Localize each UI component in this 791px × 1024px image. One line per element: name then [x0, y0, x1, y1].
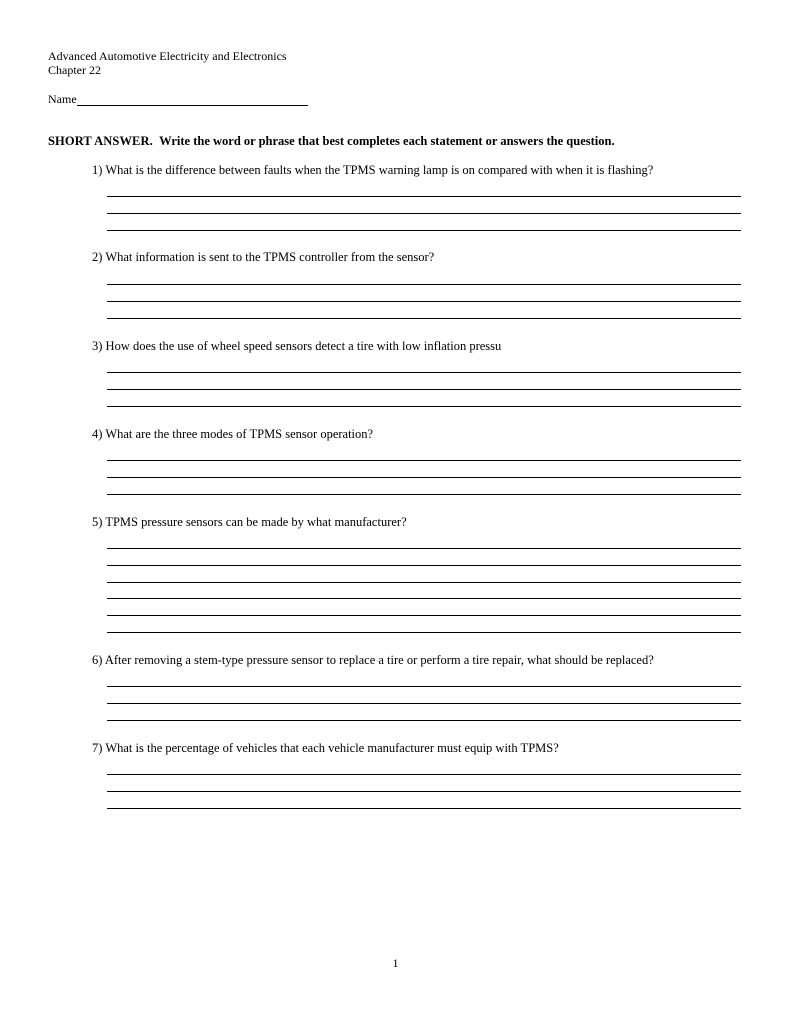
answer-line[interactable] — [107, 703, 741, 704]
course-title: Advanced Automotive Electricity and Electronics — [48, 49, 287, 63]
name-blank-line[interactable] — [77, 94, 308, 106]
answer-line[interactable] — [107, 565, 741, 566]
answer-line[interactable] — [107, 548, 741, 549]
answer-line[interactable] — [107, 301, 741, 302]
answer-line[interactable] — [107, 615, 741, 616]
answer-line[interactable] — [107, 808, 741, 809]
answer-line[interactable] — [107, 598, 741, 599]
answer-line[interactable] — [107, 213, 741, 214]
answer-line[interactable] — [107, 372, 741, 373]
instructions-heading: SHORT ANSWER. — [48, 134, 153, 148]
name-row — [48, 92, 308, 106]
question-1 — [92, 163, 653, 178]
page-number: 1 — [392, 956, 399, 970]
question-number: 4) — [92, 427, 103, 441]
question-text: What are the three modes of TPMS sensor operation? — [105, 427, 374, 441]
name-label: Name — [48, 92, 77, 106]
question-2 — [92, 250, 434, 265]
instructions-text: Write the word or phrase that best completes each statement or answers the question. — [159, 134, 615, 148]
question-text: How does the use of wheel speed sensors detect a tire with low inflation pressu — [105, 339, 502, 353]
question-text: What is the difference between faults when the TPMS warning lamp is on compared with when it is flashing? — [105, 163, 654, 177]
answer-line[interactable] — [107, 774, 741, 775]
question-number: 7) — [92, 741, 103, 755]
question-5 — [92, 515, 407, 530]
answer-line[interactable] — [107, 406, 741, 407]
question-number: 1) — [92, 163, 103, 177]
answer-line[interactable] — [107, 720, 741, 721]
answer-line[interactable] — [107, 460, 741, 461]
answer-line[interactable] — [107, 318, 741, 319]
question-text: What information is sent to the TPMS controller from the sensor? — [105, 250, 435, 264]
answer-line[interactable] — [107, 791, 741, 792]
question-7 — [92, 741, 559, 756]
instructions — [48, 134, 615, 149]
answer-line[interactable] — [107, 284, 741, 285]
question-number: 6) — [92, 653, 103, 667]
question-text: TPMS pressure sensors can be made by what manufacturer? — [105, 515, 407, 529]
answer-line[interactable] — [107, 477, 741, 478]
question-text: What is the percentage of vehicles that each vehicle manufacturer must equip with TPMS? — [105, 741, 559, 755]
answer-line[interactable] — [107, 389, 741, 390]
answer-line[interactable] — [107, 494, 741, 495]
question-6 — [92, 653, 654, 668]
answer-line[interactable] — [107, 582, 741, 583]
question-text: After removing a stem-type pressure sensor to replace a tire or perform a tire repair, what should be replaced? — [104, 653, 654, 667]
chapter-label: Chapter 22 — [48, 63, 101, 77]
answer-line[interactable] — [107, 686, 741, 687]
question-3 — [92, 339, 501, 354]
answer-line[interactable] — [107, 196, 741, 197]
answer-line[interactable] — [107, 230, 741, 231]
question-number: 5) — [92, 515, 103, 529]
question-number: 2) — [92, 250, 103, 264]
question-number: 3) — [92, 339, 103, 353]
question-4 — [92, 427, 373, 442]
answer-line[interactable] — [107, 632, 741, 633]
